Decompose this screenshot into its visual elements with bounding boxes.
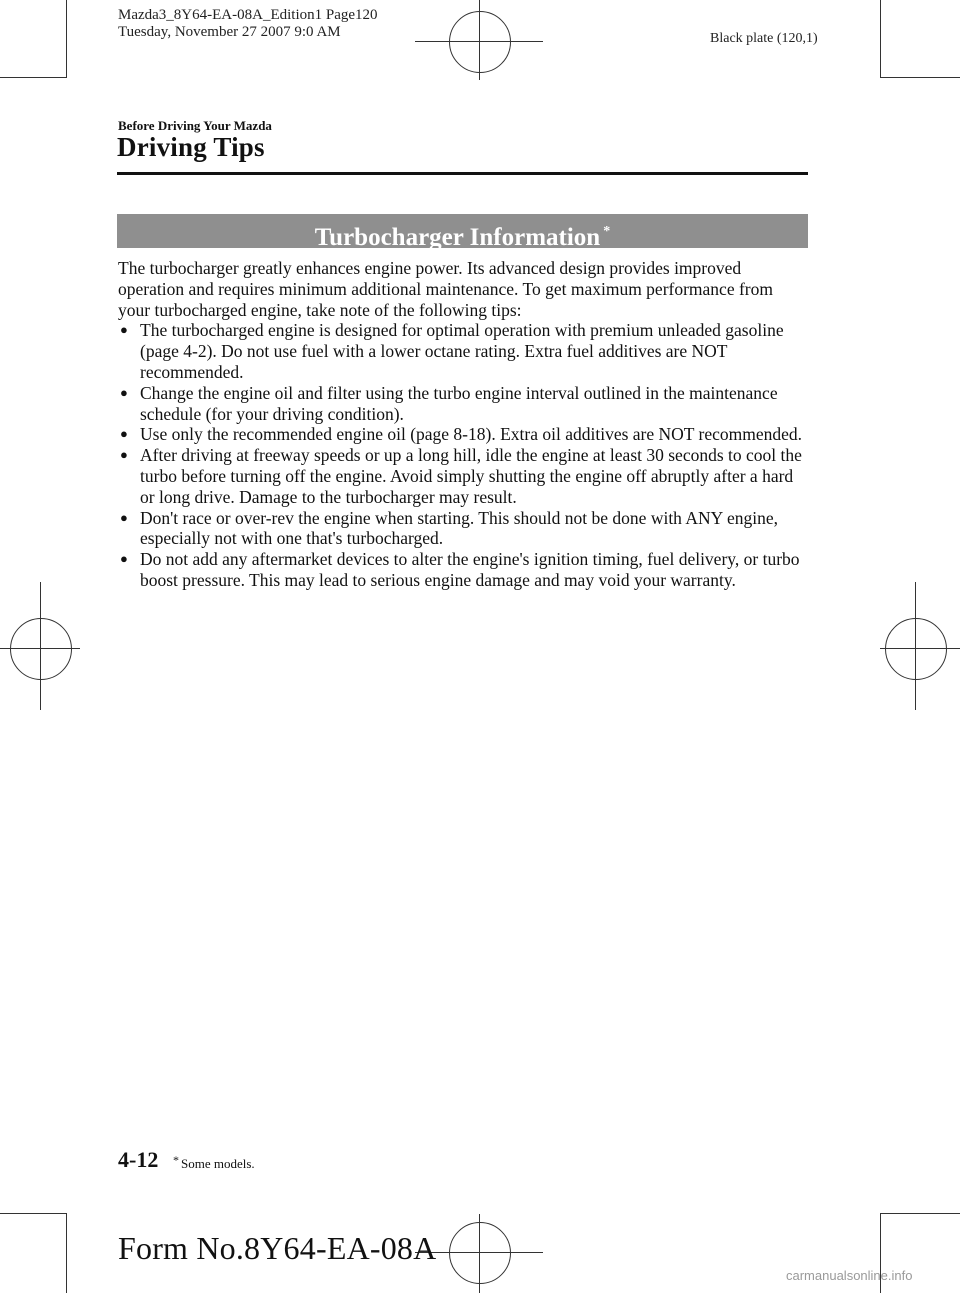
tip-text: Do not add any aftermarket devices to alter the engine's ignition timing, fuel delivery, or turbo boost pressure. This may lead to serious engine damage and may void your warranty.	[140, 549, 800, 590]
some-models-marker: *	[173, 1153, 179, 1167]
bullet-icon: ●	[120, 426, 128, 442]
banner-title: Turbocharger Information	[314, 224, 601, 251]
section-label: Before Driving Your Mazda	[118, 118, 272, 133]
tip-item	[118, 320, 808, 382]
crop-mark	[0, 1213, 66, 1214]
watermark: carmanualsonline.info	[786, 1268, 913, 1283]
page-title: Driving Tips	[117, 132, 265, 162]
bullet-icon: ●	[120, 384, 128, 400]
plate-label: Black plate (120,1)	[710, 31, 818, 46]
crop-mark	[66, 1213, 67, 1293]
tip-item	[118, 445, 808, 507]
footer-note-text: Some models.	[181, 1156, 255, 1171]
section-banner	[117, 214, 808, 251]
tip-item	[118, 549, 808, 591]
crop-mark	[880, 1213, 960, 1214]
print-date-line: Tuesday, November 27 2007 9:0 AM	[118, 24, 341, 40]
tip-text: The turbocharged engine is designed for optimal operation with premium unleaded gasoline (page 4-2). Do not use fuel with a lower octane rating. Extra fuel additives are NOT recommended.	[140, 320, 784, 382]
form-number: Form No.8Y64-EA-08A	[118, 1230, 437, 1266]
tips-list	[118, 320, 808, 590]
tip-text: After driving at freeway speeds or up a long hill, idle the engine at least 30 seconds to cool the turbo before turning off the engine. Avoid simply shutting the engine off abruptly after a hard or long drive. Damage to the turbocharger may result.	[140, 445, 802, 507]
footer-note	[173, 1153, 255, 1172]
bullet-icon: ●	[120, 509, 128, 525]
article-body	[118, 258, 808, 591]
crop-mark	[66, 0, 67, 78]
intro-paragraph: The turbocharger greatly enhances engine power. Its advanced design provides improved operation and requires minimum additional maintenance. To get maximum performance from your turbocharged engine, take note of the following tips:	[118, 258, 773, 320]
bullet-icon: ●	[120, 551, 128, 567]
tip-text: Change the engine oil and filter using the turbo engine interval outlined in the maintenance schedule (for your driving condition).	[140, 382, 778, 424]
tip-item	[118, 383, 808, 425]
print-file-line: Mazda3_8Y64-EA-08A_Edition1 Page120	[118, 7, 378, 23]
tip-item	[118, 508, 808, 550]
crop-mark	[880, 0, 881, 78]
page-number: 4-12	[118, 1147, 159, 1172]
tip-text: Don't race or over-rev the engine when starting. This should not be done with ANY engine, especially not with one that's turbocharged.	[140, 507, 778, 549]
tip-text: Use only the recommended engine oil (page 8-18). Extra oil additives are NOT recommended.	[140, 424, 803, 445]
tip-item	[118, 424, 808, 445]
bullet-icon: ●	[120, 322, 128, 338]
title-rule	[117, 172, 808, 175]
crop-mark	[0, 77, 66, 78]
crop-mark	[880, 77, 960, 78]
some-models-marker: *	[603, 224, 611, 239]
bullet-icon: ●	[120, 447, 128, 463]
